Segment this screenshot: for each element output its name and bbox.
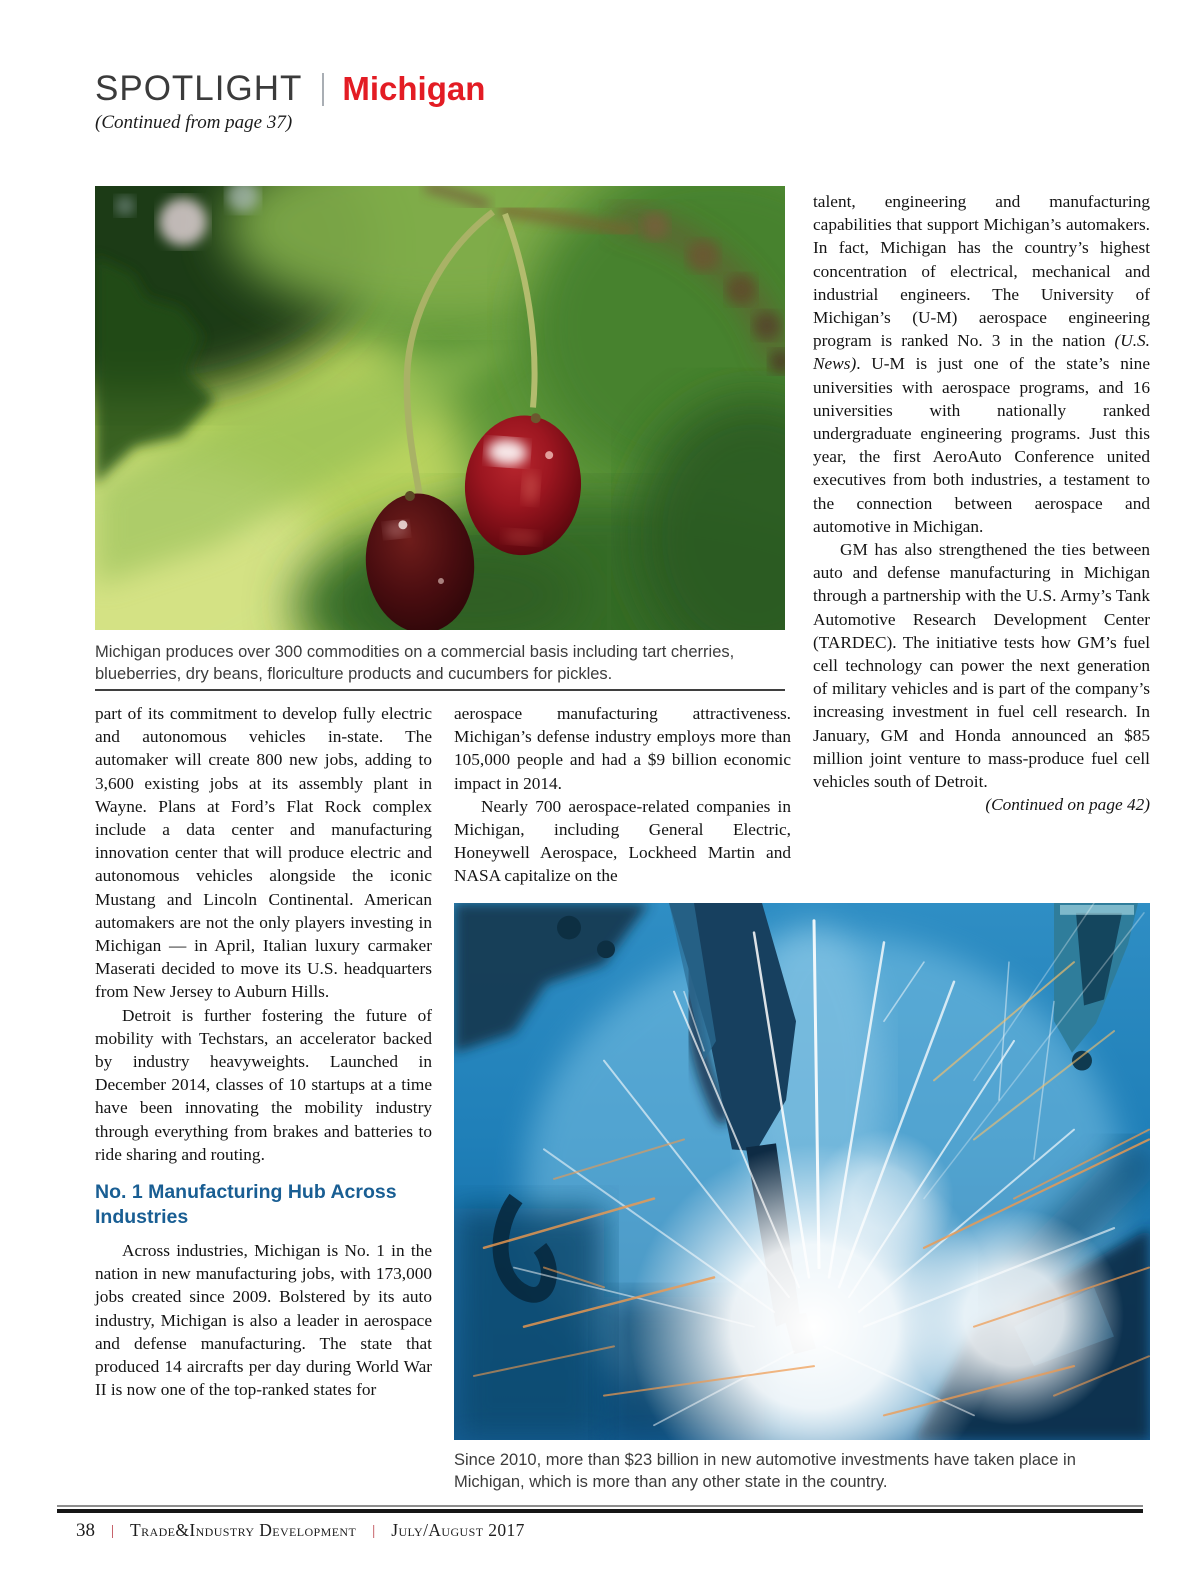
column-right — [813, 190, 1150, 816]
section-title: SPOTLIGHT — [95, 69, 303, 108]
cherries-photo — [95, 186, 785, 630]
paragraph — [813, 190, 1150, 538]
publication-reference: (U.S. News) — [813, 331, 1150, 374]
cherries-caption: Michigan produces over 300 commodities on a commercial basis including tart cherries, blueberries, dry beans, floriculture products and cucumbers for pickles. — [95, 643, 735, 683]
section-heading: No. 1 Manufacturing Hub Across Industries — [95, 1181, 397, 1229]
paragraph: part of its commitment to develop fully electric and autonomous vehicles in-state. The automaker will create 800 new jobs, adding to 3,600 existing jobs at its assembly plant in Wayne. Plans at Ford’s Flat Rock complex include a data center and manufacturing innovation center that will produce electric and autonomous vehicles alongside the iconic Mustang and Lincoln Continental. American automakers are not the only players investing in Michigan — in April, Italian luxury carmaker Maserati decided to move its U.S. headquarters from New Jersey to Auburn Hills. — [95, 704, 432, 1002]
paragraph-text: talent, engineering and manufacturing capabilities that support Michigan’s automakers. In fact, Michigan has the country’s highest concentration of electrical, mechanical and industrial engineers. The University of Michigan’s (U-M) aerospace engineering program is ranked No. 3 in the nation — [813, 192, 1150, 351]
paragraph: Nearly 700 aerospace-related companies in Michigan, including General Electric, Honeywell Aerospace, Lockheed Martin and NASA capitalize on the — [454, 796, 791, 886]
topic-title: Michigan — [342, 70, 486, 107]
paragraph-text: . U-M is just one of the state’s nine universities with aerospace programs, and 16 universities with nationally ranked undergraduate engineering programs. Just this year, the first AeroAuto Conference united executives from both industries, a testament to the connection between aerospace and automotive in Michigan. — [813, 354, 1150, 536]
welding-photo — [454, 903, 1150, 1440]
footer-separator: | — [372, 1523, 376, 1539]
welding-caption: Since 2010, more than $23 billion in new automotive investments have taken place in Michigan, which is more than any other state in the country. — [454, 1451, 1076, 1491]
continued-from-note: (Continued from page 37) — [95, 112, 293, 133]
caption-rule — [95, 689, 785, 691]
welding-photo-art — [454, 903, 1150, 1440]
header-divider — [322, 73, 324, 106]
column-middle — [454, 702, 791, 888]
continued-on-note: (Continued on page 42) — [985, 795, 1150, 815]
paragraph: aerospace manufacturing attractiveness. Michigan’s defense industry employs more than 105,000 people and had a $9 billion economic impact in 2014. — [454, 704, 791, 793]
footer-rule-thick — [57, 1509, 1143, 1513]
paragraph: Detroit is further fostering the future of mobility with Techstars, an accelerator backed by industry heavyweights. Launched in December 2014, classes of 10 startups at a time have been innovating the mobility industry through everything from brakes and batteries to ride sharing and routing. — [95, 1005, 432, 1164]
footer-separator: | — [111, 1523, 115, 1539]
footer-rule-thin — [57, 1505, 1143, 1507]
cherries-photo-art — [95, 186, 785, 630]
paragraph-text: GM has also strengthened the ties between auto and defense manufacturing in Michigan through a partnership with the U.S. Army’s Tank Automotive Research Development Center (TARDEC). The initiative tests how GM’s fuel cell technology can power the next generation of military vehicles and is part of the company’s increasing investment in fuel cell research. In January, GM and Honda announced an $85 million joint venture to mass-produce fuel cell vehicles south of Detroit. — [813, 540, 1150, 792]
column-left — [95, 702, 432, 1401]
paragraph — [813, 538, 1150, 815]
page-header — [95, 70, 485, 134]
page-footer — [76, 1520, 525, 1542]
paragraph: Across industries, Michigan is No. 1 in the nation in new manufacturing jobs, with 173,000 jobs created since 2009. Bolstered by its auto industry, Michigan is also a leader in aerospace and defense manufacturing. The state that produced 14 aircrafts per day during World War II is now one of the top-ranked states for — [95, 1241, 432, 1400]
page-number: 38 — [76, 1520, 95, 1541]
publication-name: Trade&Industry Development — [130, 1520, 357, 1540]
issue-date: July/August 2017 — [391, 1520, 525, 1540]
